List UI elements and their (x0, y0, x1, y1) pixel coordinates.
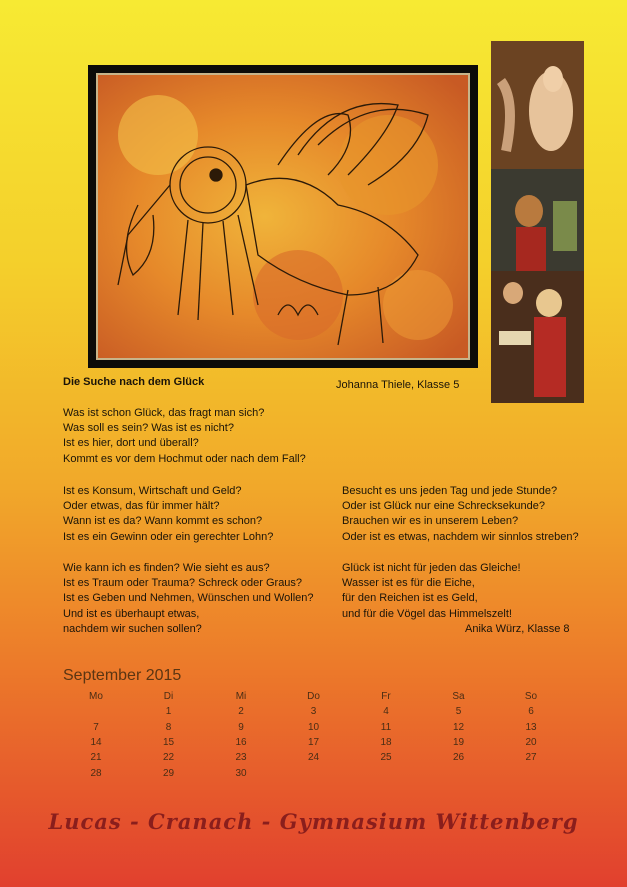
poem-line: Ist es ein Gewinn oder ein gerechter Lohn? (63, 530, 274, 543)
poem-stanza (342, 484, 579, 545)
poem-line: nachdem wir suchen sollen? (63, 622, 202, 635)
poem-author: Anika Würz, Klasse 8 (465, 623, 570, 635)
calendar-day: 25 (380, 752, 392, 764)
poem-stanza (63, 561, 314, 637)
weekday-header: Mo (89, 691, 103, 702)
calendar-day: 21 (90, 752, 102, 764)
school-name-footer: Lucas - Cranach - Gymnasium Wittenberg (48, 809, 579, 834)
poem-line: Ist es hier, dort und überall? (63, 437, 199, 450)
calendar-day: 1 (165, 706, 172, 718)
calendar-day: 11 (380, 721, 392, 733)
poem-line: Oder ist es etwas, nachdem wir sinnlos streben? (342, 530, 579, 543)
weekday-header: Di (163, 691, 174, 702)
calendar-day: 4 (383, 706, 389, 718)
poem-line: Brauchen wir es in unserem Leben? (342, 515, 519, 528)
calendar-day: 28 (90, 767, 102, 779)
painting-frame (88, 65, 478, 368)
poem-line: Was soll es sein? Was ist es nicht? (63, 422, 234, 435)
calendar-day: 14 (90, 736, 102, 748)
calendar-day: 23 (235, 752, 247, 764)
calendar-day: 18 (380, 736, 392, 748)
poem-line: Kommt es vor dem Hochmut oder nach dem Fall? (63, 452, 306, 465)
poem-stanza (342, 561, 521, 622)
poem-line: Was ist schon Glück, das fragt man sich? (63, 407, 265, 419)
poem-line: Und ist es überhaupt etwas, (63, 607, 200, 620)
calendar-day: 22 (162, 752, 175, 764)
poem-line: Ist es Traum oder Trauma? Schreck oder Graus? (63, 577, 303, 590)
poem-line: und für die Vögel das Himmelszelt! (342, 607, 512, 620)
calendar-day: 29 (162, 767, 175, 779)
poem-author: Johanna Thiele, Klasse 5 (336, 379, 460, 391)
calendar-day: 13 (525, 721, 537, 733)
weekday-header: Do (307, 691, 320, 702)
poem-line: Ist es Konsum, Wirtschaft und Geld? (63, 485, 242, 497)
poem-line: Besucht es uns jeden Tag und jede Stunde? (342, 485, 558, 497)
calendar-day: 8 (165, 721, 172, 733)
calendar-day: 16 (235, 736, 247, 748)
calendar-day: 15 (162, 736, 175, 748)
calendar-day: 5 (455, 706, 462, 718)
calendar-day: 27 (525, 752, 537, 764)
calendar-day: 2 (238, 706, 244, 718)
weekday-header: Mi (235, 691, 247, 702)
calendar-day: 12 (452, 721, 465, 733)
poem-line: Wann ist es da? Wann kommt es schon? (63, 515, 263, 528)
poem-stanza (63, 484, 273, 545)
cranach-detail-images (491, 41, 584, 403)
calendar-day: 3 (310, 706, 317, 718)
calendar-day: 20 (525, 736, 537, 748)
painting-image (96, 73, 470, 360)
weekday-header: Sa (452, 691, 465, 702)
calendar-day: 6 (528, 706, 534, 718)
poem-line: Oder ist Glück nur eine Schrecksekunde? (342, 500, 545, 513)
weekday-header: Fr (381, 691, 391, 702)
calendar-day: 30 (235, 767, 247, 779)
calendar-day: 7 (93, 721, 99, 733)
calendar-day: 19 (452, 736, 465, 748)
poem-title: Die Suche nach dem Glück (63, 376, 205, 388)
calendar-day: 10 (307, 721, 320, 733)
calendar-title: September 2015 (63, 667, 182, 684)
calendar-day: 24 (307, 752, 320, 764)
calendar-day: 26 (452, 752, 465, 764)
poem-line: Oder etwas, das für immer hält? (63, 500, 220, 513)
poem-line: Wie kann ich es finden? Wie sieht es aus? (63, 562, 270, 574)
poem-stanza (63, 406, 306, 467)
weekday-header: So (524, 691, 538, 702)
calendar-day: 17 (307, 736, 320, 748)
poem-line: für den Reichen ist es Geld, (342, 592, 478, 605)
poem-line: Ist es Geben und Nehmen, Wünschen und Wollen? (63, 592, 314, 605)
poem-line: Glück ist nicht für jeden das Gleiche! (342, 562, 521, 574)
calendar-day: 9 (238, 721, 244, 733)
poem-line: Wasser ist es für die Eiche, (342, 577, 475, 590)
